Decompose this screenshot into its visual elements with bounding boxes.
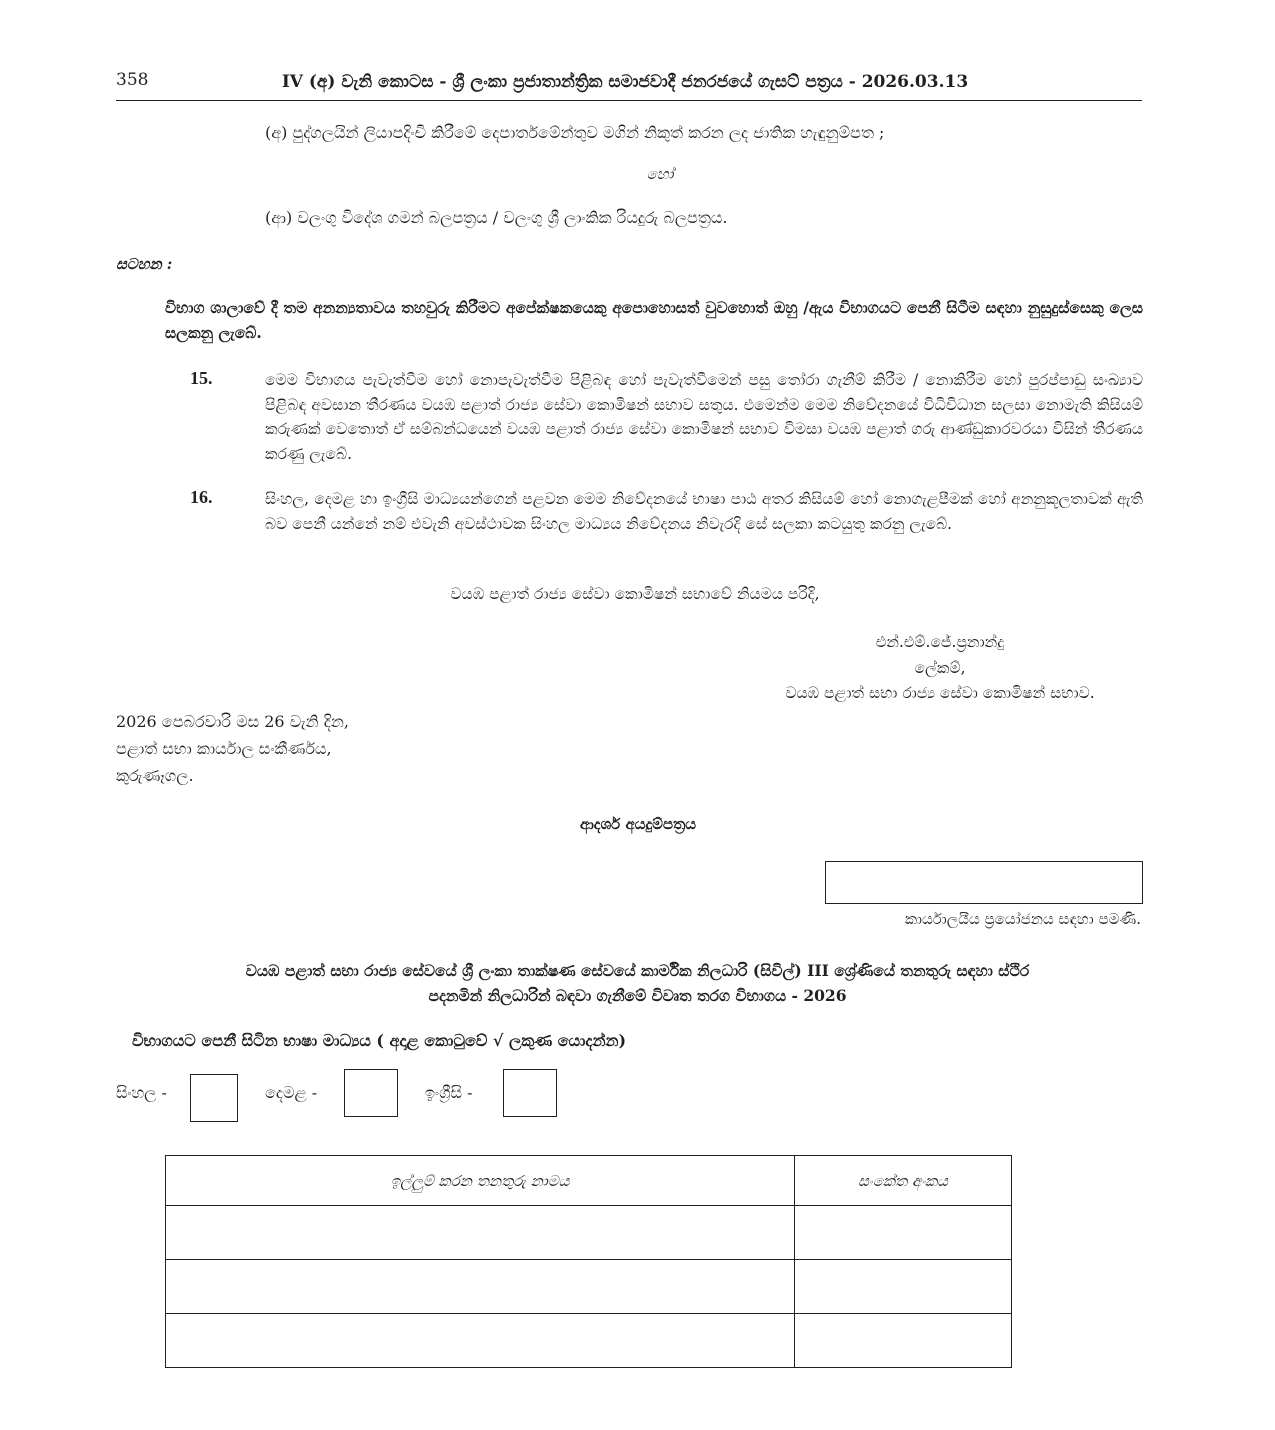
id-document-national-id: (අ) පුද්ගලයින් ලියාපදිංචි කිරීමේ දෙපාර්තමේන්තුව මගින් නිකුත් කරන ලද ජාතික හැඳුනුම්පත ; — [265, 123, 885, 142]
signatory-organization: වයඹ පළාත් සභා රාජ්‍ය සේවා කොමිෂන් සභාව. — [785, 684, 1095, 702]
issue-date: 2026 පෙබරවාරි මස 26 වැනි දින, — [116, 712, 349, 731]
order-line: වයඹ පළාත් රාජ්‍ය සේවා කොමිෂන් සභාවේ නියමය පරිදි, — [450, 585, 820, 603]
paragraph-number: 16. — [190, 487, 213, 507]
issue-city: කුරුණෑගල. — [116, 766, 194, 785]
english-label: ඉංග්‍රීසි - — [425, 1083, 473, 1102]
date-place-block — [116, 708, 349, 789]
exam-title-line: වයඹ පළාත් සභා රාජ්‍ය සේවයේ ශ්‍රී ලංකා තාක්ෂණ සේවයේ කාර්මික නිලධාරි (සිවිල්) III ශ්‍රේණියේ තනතුරු සඳහා ස්ථිර — [245, 961, 1030, 980]
sinhala-label: සිංහල - — [116, 1083, 167, 1102]
post-name-cell[interactable] — [166, 1260, 795, 1314]
form-title: ආදර්ශ අයදුම්පත්‍රය — [579, 815, 697, 833]
code-number-cell[interactable] — [795, 1314, 1012, 1368]
table-row — [166, 1260, 1012, 1314]
language-medium-heading: විභාගයට පෙනී සිටින භාෂා මාධ්‍යය ( අදාළ කොටුවේ √ ලකුණ යොදන්න) — [132, 1031, 627, 1050]
paragraph-text: මෙම විභාගය පැවැත්වීම හෝ නොපැවැත්වීම පිළිබඳ හෝ පැවැත්වීමෙන් පසු තෝරා ගැනීම් කිරීම / නොකිරීම හෝ පුරප්පාඩු සංඛ්‍යාව පිළිබඳ අවසාන තීරණය වයඹ පළාත් රාජ්‍ය සේවා කොමිෂන් සභාව සතුය. එමෙන්ම මෙම නිවේදනයේ විධිවිධාන සලසා නොමැති කිසියම් කරුණක් වෙතොත් ඒ සම්බන්ධයෙන් වයඹ පළාත් රාජ්‍ය සේවා කොමිෂන් සභාව විමසා වයඹ පළාත් ගරු ආණ්ඩුකාරවරයා විසින් තීරණය කරණු ලැබේ. — [265, 371, 1143, 463]
exam-title-line: පදනමින් නිලධාරින් බඳවා ගැනීමේ විවෘත තරග විභාගය - 2026 — [428, 986, 847, 1005]
post-name-cell[interactable] — [166, 1314, 795, 1368]
issue-office: පළාත් සභා කාර්යාල සංකීර්ණය, — [116, 739, 332, 758]
table-row — [166, 1206, 1012, 1260]
paragraph-number: 15. — [190, 368, 213, 388]
code-number-cell[interactable] — [795, 1260, 1012, 1314]
gazette-header-title: IV (අ) වැනි කොටස - ශ්‍රී ලංකා ප්‍රජාතාන්ත්‍රික සමාජවාදී ජනරජයේ ගැසට් පත්‍රය - 2026.03.13 — [281, 72, 969, 92]
office-use-box[interactable] — [825, 861, 1143, 904]
exam-title — [130, 958, 1145, 1008]
column-header-code-number: සංකේත අංකය — [795, 1156, 1012, 1206]
signatory-name: එන්.එම්.ජේ.ප්‍රනාන්දු — [875, 633, 1005, 651]
note-heading: සටහන : — [116, 255, 173, 273]
code-number-cell[interactable] — [795, 1206, 1012, 1260]
office-use-label: කාර්යාලයීය ප්‍රයෝජනය සඳහා පමණි. — [904, 910, 1141, 928]
paragraph-text: සිංහල, දෙමළ හා ඉංග්‍රීසි මාධ්‍යයන්ගෙන් පළවන මෙම නිවේදනයේ භාෂා පාඨ අතර කිසියම් හෝ නොගැළපීමක් හෝ අනනුකූලතාවක් ඇති බව පෙනී යන්නේ නම් එවැනි අවස්ථාවක සිංහල මාධ්‍යය නිවේදනය නිවැරදි සේ සලකා කටයුතු කරනු ලැබේ. — [265, 490, 1143, 533]
signatory-designation: ලේකම්, — [914, 659, 966, 677]
english-checkbox[interactable] — [503, 1069, 557, 1117]
column-header-post-name: ඉල්ලුම් කරන තනතුරු නාමය — [166, 1156, 795, 1206]
tamil-checkbox[interactable] — [344, 1069, 398, 1117]
header-divider — [116, 100, 1142, 101]
tamil-label: දෙමළ - — [265, 1083, 318, 1102]
post-name-cell[interactable] — [166, 1206, 795, 1260]
page-number: 358 — [116, 70, 149, 90]
table-row — [166, 1314, 1012, 1368]
table-header-row — [166, 1156, 1012, 1206]
note-body: විභාග ශාලාවේ දී තම අනන්‍යතාවය තහවුරු කිරීමට අපේක්ෂකයෙකු අපොහොසත් වුවහොත් ඔහු /ඇය විභාගයට පෙනී සිටීම සඳහා නුසුදුස්සෙකු ලෙස සලකනු ලැබේ. — [165, 298, 1143, 342]
id-document-passport-license: (ආ) වලංගු විදේශ ගමන් බලපත්‍රය / වලංගු ශ්‍රී ලාංකික රියදුරු බලපත්‍රය. — [265, 208, 728, 227]
sinhala-checkbox[interactable] — [190, 1074, 238, 1122]
or-separator: හෝ — [646, 165, 674, 183]
posts-applied-table — [165, 1155, 1012, 1368]
